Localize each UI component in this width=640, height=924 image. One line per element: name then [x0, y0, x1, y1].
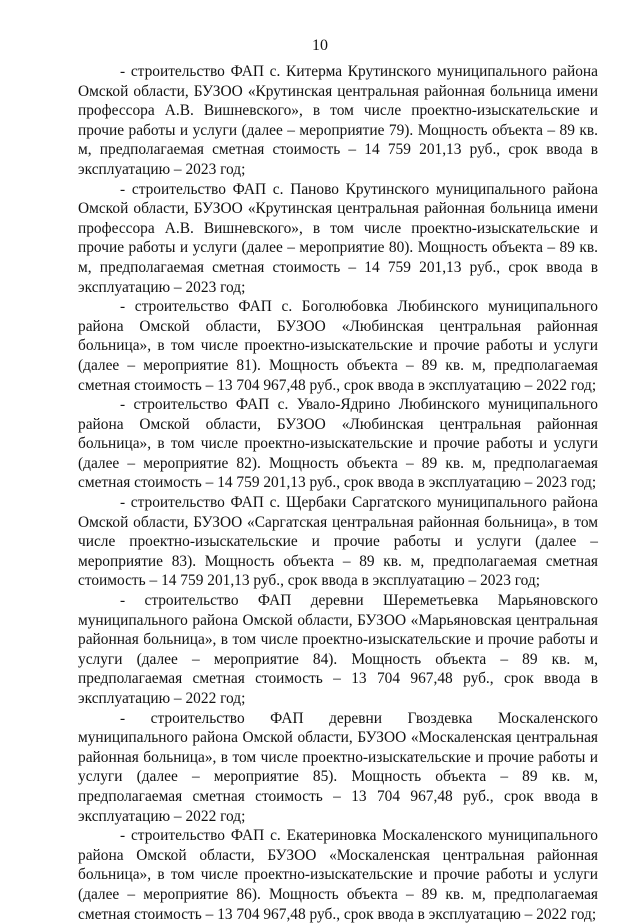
paragraph-measure-83: - строительство ФАП с. Щербаки Саргатского муниципального района Омской области, БУЗОО «Саргатская центральная районная больница», в том числе проектно-изыскательские и прочие работы и услуги (далее – мероприятие 83). Мощность объекта – 89 кв. м, предполагаемая сметная стоимость – 14 759 201,13 руб., срок ввода в эксплуатацию – 2023 год; [78, 494, 598, 590]
paragraph-measure-82: - строительство ФАП с. Увало-Ядрино Любинского муниципального района Омской области, БУЗОО «Любинская центральная районная больница», в том числе проектно-изыскательские и прочие работы и услуги (далее – мероприятие 82). Мощность объекта – 89 кв. м, предполагаемая сметная стоимость – 14 759 201,13 руб., срок ввода в эксплуатацию – 2023 год; [78, 396, 598, 492]
page-number: 10 [312, 37, 328, 54]
paragraph-measure-81: - строительство ФАП с. Боголюбовка Любинского муниципального района Омской области, БУЗОО «Любинская центральная районная больница», в том числе проектно-изыскательские и прочие работы и услуги (далее – мероприятие 81). Мощность объекта – 89 кв. м, предполагаемая сметная стоимость – 13 704 967,48 руб., срок ввода в эксплуатацию – 2022 год; [78, 298, 598, 394]
paragraph-measure-84: - строительство ФАП деревни Шереметьевка Марьяновского муниципального района Омской области, БУЗОО «Марьяновская центральная районная больница», в том числе проектно-изыскательские и прочие работы и услуги (далее – мероприятие 84). Мощность объекта – 89 кв. м, предполагаемая сметная стоимость – 13 704 967,48 руб., срок ввода в эксплуатацию – 2022 год; [78, 592, 598, 707]
paragraph-measure-85: - строительство ФАП деревни Гвоздевка Москаленского муниципального района Омской области, БУЗОО «Москаленская центральная районная больница», в том числе проектно-изыскательские и прочие работы и услуги (далее – мероприятие 85). Мощность объекта – 89 кв. м, предполагаемая сметная стоимость – 13 704 967,48 руб., срок ввода в эксплуатацию – 2022 год; [78, 709, 598, 825]
paragraph-measure-80: - строительство ФАП с. Паново Крутинского муниципального района Омской области, БУЗОО «Крутинская центральная районная больница имени профессора А.В. Вишневского», в том числе проектно-изыскательские и прочие работы и услуги (далее – мероприятие 80). Мощность объекта – 89 кв. м, предполагаемая сметная стоимость – 14 759 201,13 руб., срок ввода в эксплуатацию – 2023 год; [78, 180, 598, 296]
document-body [78, 62, 598, 924]
paragraph-measure-86: - строительство ФАП с. Екатериновка Москаленского муниципального района Омской области, БУЗОО «Москаленская центральная районная больница», в том числе проектно-изыскательские и прочие работы и услуги (далее – мероприятие 86). Мощность объекта – 89 кв. м, предполагаемая сметная стоимость – 13 704 967,48 руб., срок ввода в эксплуатацию – 2022 год; [78, 827, 598, 923]
paragraph-measure-79: - строительство ФАП с. Китерма Крутинского муниципального района Омской области, БУЗОО «Крутинская центральная районная больница имени профессора А.В. Вишневского», в том числе проектно-изыскательские и прочие работы и услуги (далее – мероприятие 79). Мощность объекта – 89 кв. м, предполагаемая сметная стоимость – 14 759 201,13 руб., срок ввода в эксплуатацию – 2023 год; [78, 63, 598, 178]
